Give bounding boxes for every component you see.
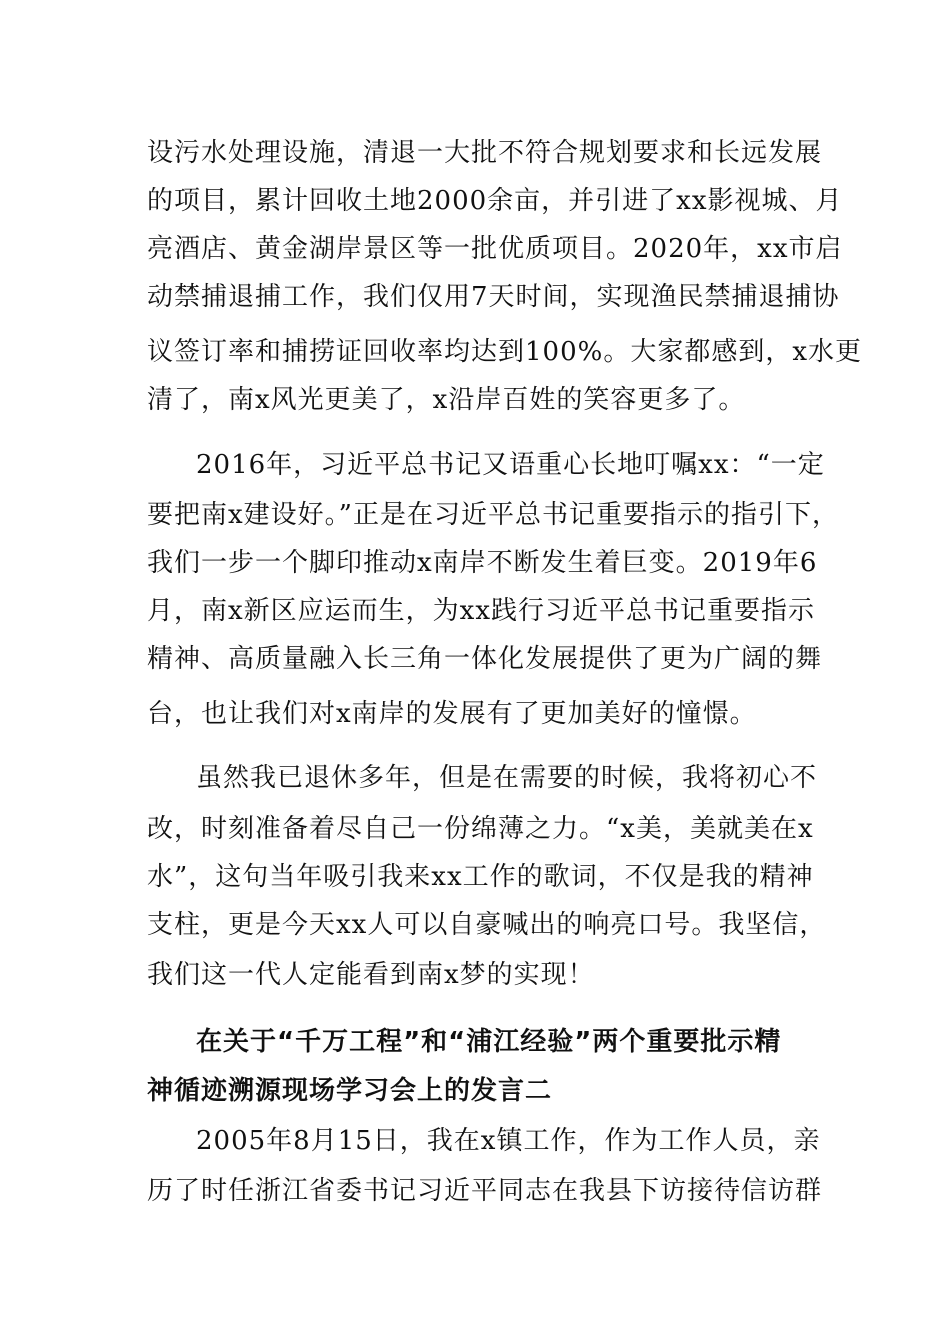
paragraph-1-line-2: 的项目，累计回收土地2000余亩，并引进了xx影视城、月 [147, 186, 843, 216]
paragraph-2-line-4: 月，南x新区应运而生，为xx践行习近平总书记重要指示 [147, 596, 815, 626]
section-heading-line-1: 在关于“千万工程”和“浦江经验”两个重要批示精 [196, 1027, 782, 1057]
paragraph-1-line-5: 议签订率和捕捞证回收率均达到100%。大家都感到，x水更 [147, 337, 862, 367]
paragraph-2-line-2: 要把南x建设好。”正是在习近平总书记重要指示的指引下， [147, 500, 839, 530]
paragraph-3-line-5: 我们这一代人定能看到南x梦的实现！ [147, 960, 595, 990]
paragraph-1-line-6: 清了，南x风光更美了，x沿岸百姓的笑容更多了。 [147, 385, 746, 415]
paragraph-3-line-1: 虽然我已退休多年，但是在需要的时候，我将初心不 [196, 763, 818, 793]
paragraph-1-line-1: 设污水处理设施，清退一大批不符合规划要求和长远发展 [147, 138, 823, 168]
paragraph-3-line-2: 改，时刻准备着尽自己一份绵薄之力。“x美，美就美在x [147, 814, 814, 844]
paragraph-4-line-2: 历了时任浙江省委书记习近平同志在我县下访接待信访群 [147, 1176, 823, 1206]
section-heading-line-2: 神循迹溯源现场学习会上的发言二 [147, 1076, 553, 1106]
paragraph-2-line-6: 台，也让我们对x南岸的发展有了更加美好的憧憬。 [147, 699, 757, 729]
paragraph-1-line-4: 动禁捕退捕工作，我们仅用7天时间，实现渔民禁捕退捕协 [147, 282, 840, 312]
paragraph-3-line-4: 支柱，更是今天xx人可以自豪喊出的响亮口号。我坚信， [147, 910, 827, 940]
paragraph-3-line-3: 水”，这句当年吸引我来xx工作的歌词，不仅是我的精神 [147, 862, 814, 892]
paragraph-2-line-5: 精神、高质量融入长三角一体化发展提供了更为广阔的舞 [147, 644, 823, 674]
paragraph-4-line-1: 2005年8月15日，我在x镇工作，作为工作人员，亲 [196, 1126, 821, 1156]
paragraph-1-line-3: 亮酒店、黄金湖岸景区等一批优质项目。2020年，xx市启 [147, 234, 843, 264]
paragraph-2-line-1: 2016年，习近平总书记又语重心长地叮嘱xx：“一定 [196, 450, 825, 480]
paragraph-2-line-3: 我们一步一个脚印推动x南岸不断发生着巨变。2019年6 [147, 548, 818, 578]
